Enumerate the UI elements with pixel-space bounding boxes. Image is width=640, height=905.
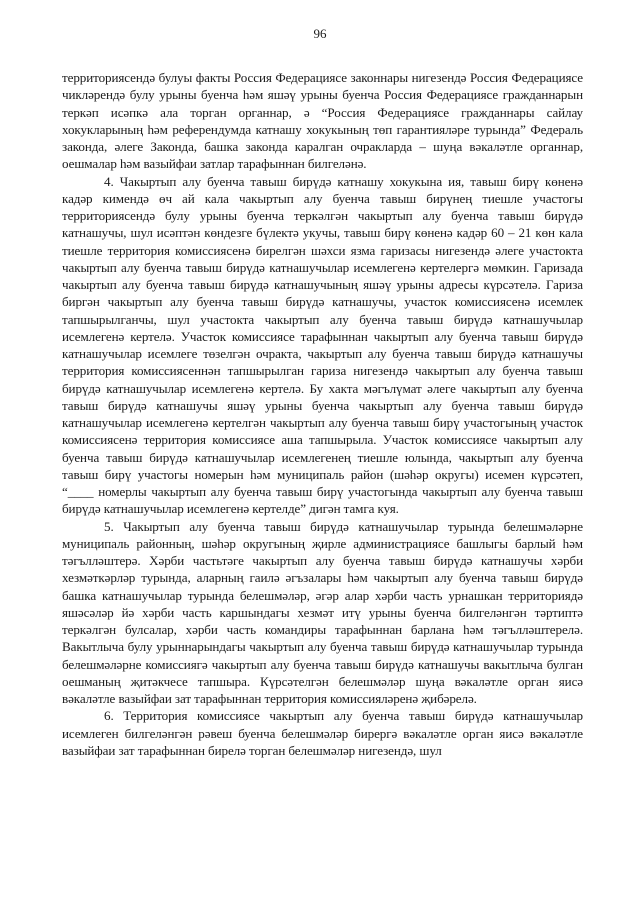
paragraph-4: 4. Чакыртып алу буенча тавыш бирүдә катнашу хокукына ия, тавыш бирү көненә кадәр кимендә өч ай кала чакыртып алу буенча тавыш бирүнең тиешле участогы территориясендә булу урыны буенча теркәлгән чакыртып алу буенча тавыш бирүдә катнашучы, шул исәптән көндезге бүлектә укучы, тавыш бирү көненә кадәр 60 – 21 көн кала тиешле территория комиссиясенә бирелгән шәхси язма гаризасы нигезендә әлеге участокта чакыртып алу буенча тавыш бирүдә катнашучылар исемлегенә кертелергә мөмкин. Гаризада чакыртып алу буенча тавыш бирүдә катнашучының яшәү урыны адресы күрсәтелә. Гариза биргән чакыртып алу буенча тавыш бирүдә катнашучы, участок комиссиясенә исемлек тапшырылганчы, шул участокта чакыртып алу буенча тавыш бирүдә катнашучылар исемлегенә кертелә. Участок комиссиясе тарафыннан чакыртып алу буенча тавыш бирүдә катнашучылар исемлеге төзелгән очракта, чакыртып алу буенча тавыш бирүдә катнашучы территория комиссиясеннән тапшырылган гариза нигезендә чакыртып алу буенча тавыш бирүдә катнашучылар исемлегенә кертелә. Бу хакта мәгълүмат әлеге чакыртып алу буенча тавыш бирүдә катнашучы яшәү урыны буенча чакыртып алу буенча тавыш бирүдә катнашучылар исемлегенә кертелгән чакыртып алу буенча тавыш бирү участогының участок комиссиясенә территория комиссиясе аша тапшырыла. Участок комиссиясе чакыртып алу буенча тавыш бирүдә катнашучылар исемлегенең тиешле юлында, чакыртып алу буенча тавыш бирү участогы номерын һәм муниципаль район (шәһәр округы) исемен күрсәтеп, “____ номерлы чакыртып алу буенча тавыш бирү участогында чакыртып алу буенча тавыш бирүдә катнашучылар исемлегенә кертелде” дигән тамга куя.: [62, 173, 583, 517]
paragraph-continuation: территориясендә булуы факты Россия Федерациясе законнары нигезендә Россия Федерациясе чикләрендә булу урыны буенча һәм яшәү урыны буенча Россия Федерациясе гражданнарын теркәп исәпкә ала торган органнар, ә “Россия Федерациясе гражданнары сайлау хокукларының һәм референдумда катнашу хокукының төп гарантияләре турында” Федераль законда, әлеге Законда, башка законда каралган очракларда – шуңа вәкаләтле органнар, оешмалар һәм вазыйфаи затлар тарафыннан билгеләнә.: [62, 70, 583, 172]
paragraph-5: 5. Чакыртып алу буенча тавыш бирүдә катнашучылар турында белешмәләрне муниципаль районның, шәһәр округының җирле администрациясе башлыгы барлый һәм тәгълләштерә. Хәрби частьтәге чакыртып алу буенча тавыш бирүдә катнашучы хәрби хезмәткәрләр турында, аларның гаилә әгъзалары һәм чакыртып алу буенча тавыш бирүдә башка катнашучылар турында белешмәләр, әгәр алар хәрби часть урнашкан территориядә яшәсәләр йә хәрби часть каршындагы хезмәт итү урыны буенча билгеләнгән тәртиптә теркәлгән булсалар, хәрби часть командиры тарафыннан барлана һәм тәгълләштерелә. Вакытлыча булу урыннарындагы чакыртып алу буенча тавыш бирүдә катнашучылар турында белешмәләрне комиссиягә чакыртып алу буенча тавыш бирүдә катнашучы вакытлыча булган оешманың җитәкчесе тапшыра. Күрсәтелгән белешмәләр шуңа вәкаләтле орган яисә вәкаләтле вазыйфаи зат тарафыннан территория комиссияләренә җибәрелә.: [62, 518, 583, 706]
paragraph-6: 6. Территория комиссиясе чакыртып алу буенча тавыш бирүдә катнашучылар исемлеген билгеләнгән рәвеш буенча белешмәләр бирергә вәкаләтле орган яисә вәкаләтле вазыйфаи зат тарафыннан бирелә торган белешмәләр нигезендә, шул: [62, 708, 583, 758]
document-body: [62, 69, 583, 759]
page-number: 96: [313, 26, 327, 41]
